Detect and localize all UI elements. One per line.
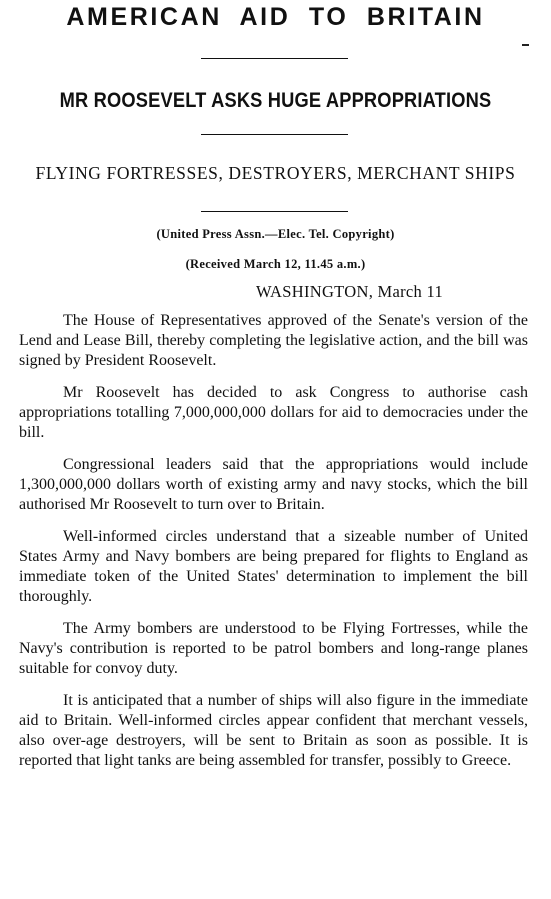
headline-divider-1 bbox=[201, 58, 348, 59]
dateline: WASHINGTON, March 11 bbox=[256, 282, 444, 301]
paragraph-2: Mr Roosevelt has decided to ask Congress to authorise cash appropriations totalling 7,000,000,000 dollars for aid to democracies under the bill. bbox=[19, 384, 528, 441]
paragraph-3: Congressional leaders said that the appropriations would include 1,300,000,000 dollars worth of existing army and navy stocks, which the bill authorised Mr Roosevelt to turn over to Britain. bbox=[19, 456, 528, 513]
headline-sub: MR ROOSEVELT ASKS HUGE APPROPRIATIONS bbox=[59, 89, 492, 112]
paragraph-1: The House of Representatives approved of the Senate's version of the Lend and Lease Bill, thereby completing the legislative action, and the bill was signed by President Roosevelt. bbox=[19, 312, 528, 369]
article-body bbox=[19, 311, 528, 783]
paragraph-6: It is anticipated that a number of ships will also figure in the immediate aid to Britain. Well-informed circles appear confident that merchant vessels, also over-age destroyers, will be sent to Britain as soon as possible. It is reported that light tanks are being assembled for transfer, possibly to Greece. bbox=[19, 692, 528, 769]
print-mark bbox=[522, 44, 529, 46]
paragraph-5: The Army bombers are understood to be Flying Fortresses, while the Navy's contribution is reported to be patrol bombers and long-range planes suitable for convoy duty. bbox=[19, 620, 528, 677]
headline-divider-3 bbox=[201, 211, 348, 212]
credit-line: (United Press Assn.—Elec. Tel. Copyright) bbox=[156, 227, 395, 241]
headline-divider-2 bbox=[201, 134, 348, 135]
paragraph-4: Well-informed circles understand that a sizeable number of United States Army and Navy bombers are being prepared for flights to England as immediate token of the United States' determination to implement the bill thoroughly. bbox=[19, 528, 528, 605]
headline-main: AMERICAN AID TO BRITAIN bbox=[66, 3, 485, 31]
headline-deck: FLYING FORTRESSES, DESTROYERS, MERCHANT SHIPS bbox=[35, 163, 516, 183]
received-line: (Received March 12, 11.45 a.m.) bbox=[185, 257, 366, 271]
